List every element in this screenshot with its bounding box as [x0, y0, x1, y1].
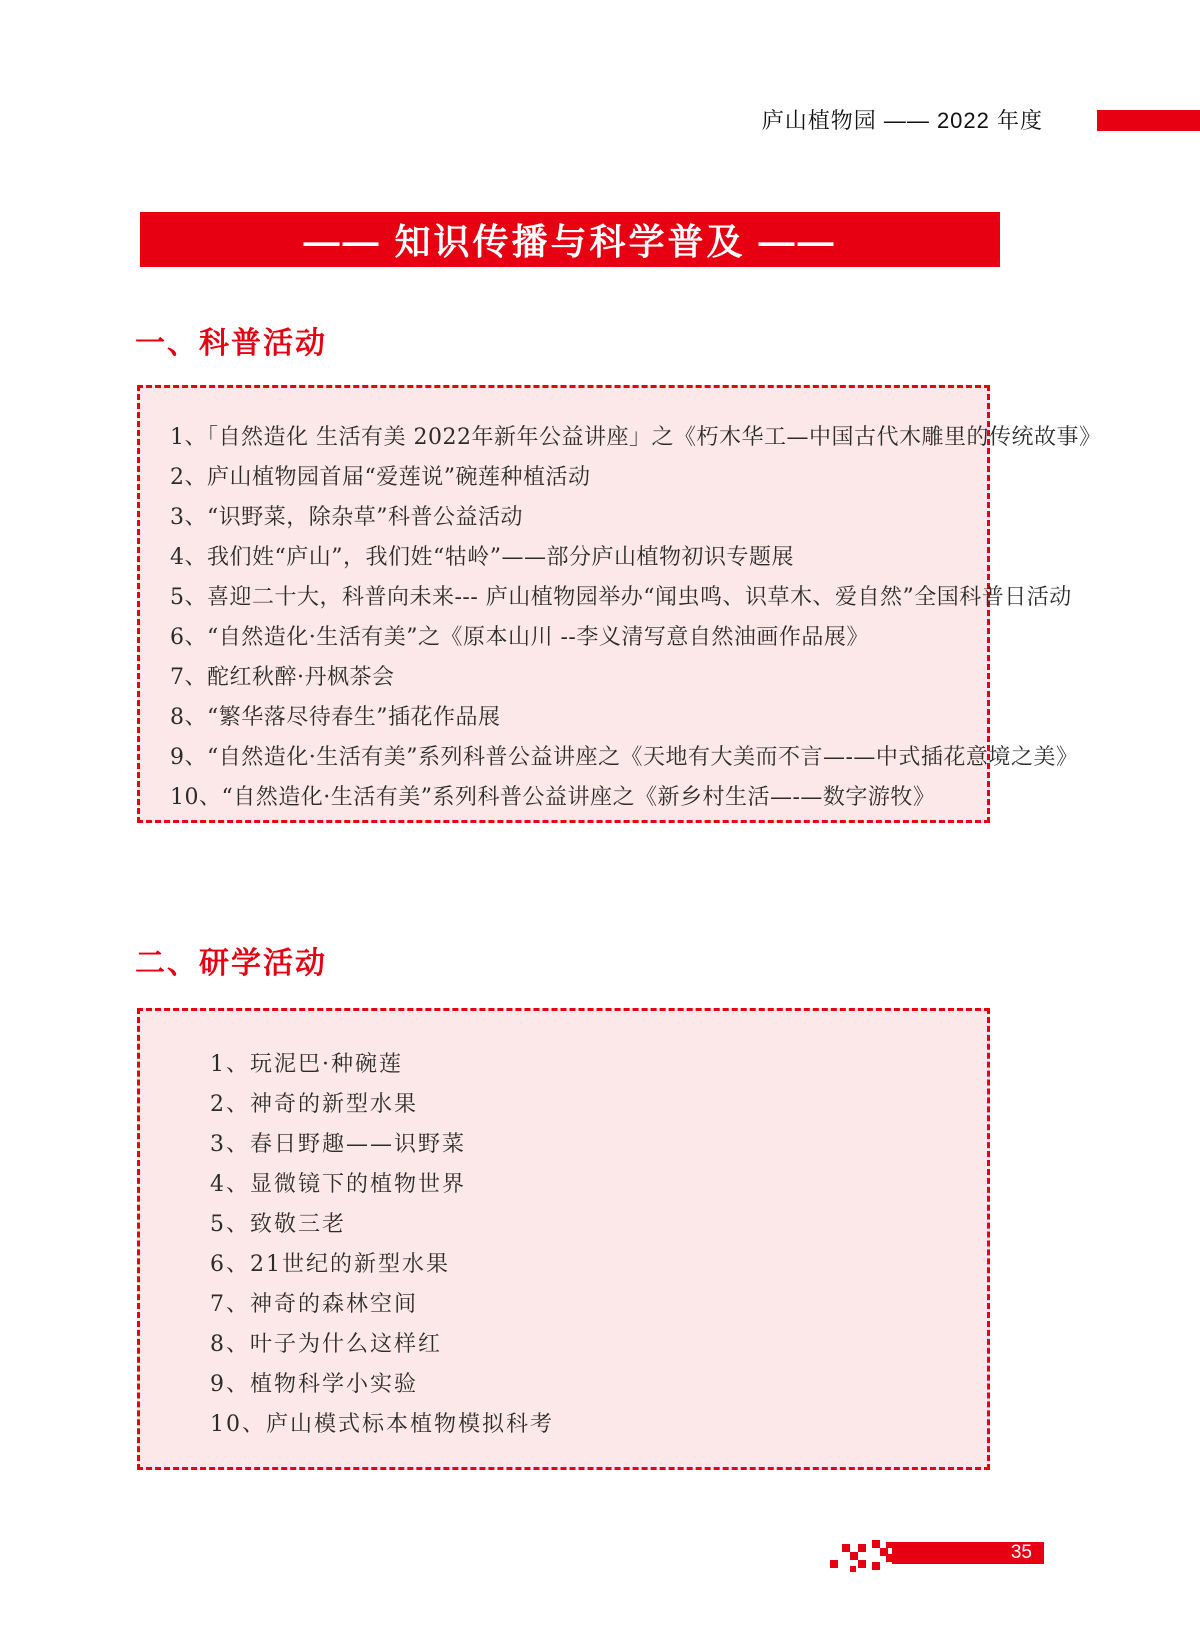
yanxue-activity-list — [210, 1045, 969, 1445]
page-number-bar — [892, 1542, 1044, 1564]
list-item: 7、神奇的森林空间 — [210, 1292, 418, 1317]
header-rule-bar — [1097, 110, 1200, 131]
section-heading-kepu: 一、科普活动 — [135, 327, 327, 360]
list-item: 3、春日野趣——识野菜 — [210, 1132, 466, 1157]
section-heading-yanxue: 二、研学活动 — [135, 947, 327, 980]
list-item: 10、庐山模式标本植物模拟科考 — [210, 1412, 554, 1437]
list-item: 7、酡红秋醉·丹枫茶会 — [170, 665, 395, 690]
list-item: 4、我们姓“庐山”，我们姓“牯岭”——部分庐山植物初识专题展 — [170, 545, 794, 570]
list-item: 6、21世纪的新型水果 — [210, 1252, 450, 1277]
yanxue-activity-box — [137, 1008, 990, 1470]
chapter-banner-title: —— 知识传播与科学普及 —— — [303, 221, 837, 262]
list-item: 5、喜迎二十大，科普向未来--- 庐山植物园举办“闻虫鸣、识草木、爱自然”全国科普日活动 — [170, 585, 1072, 610]
list-item: 8、“繁华落尽待春生”插花作品展 — [170, 705, 501, 730]
list-item: 10、“自然造化·生活有美”系列科普公益讲座之《新乡村生活—-—数字游牧》 — [170, 785, 936, 810]
page-number: 35 — [1010, 1542, 1032, 1563]
kepu-activity-list — [170, 418, 1102, 818]
list-item: 3、“识野菜，除杂草”科普公益活动 — [170, 505, 523, 530]
list-item: 5、致敬三老 — [210, 1212, 346, 1237]
list-item: 6、“自然造化·生活有美”之《原本山川 --李义清写意自然油画作品展》 — [170, 625, 869, 650]
chapter-banner — [140, 212, 1000, 267]
list-item: 1、玩泥巴·种碗莲 — [210, 1052, 403, 1077]
list-item: 8、叶子为什么这样红 — [210, 1332, 442, 1357]
list-item: 1、「自然造化 生活有美 2022年新年公益讲座」之《朽木华工—中国古代木雕里的传统故事》 — [170, 425, 1102, 450]
list-item: 4、显微镜下的植物世界 — [210, 1172, 466, 1197]
list-item: 2、庐山植物园首届“爱莲说”碗莲种植活动 — [170, 465, 591, 490]
page-header-title: 庐山植物园 —— 2022 年度 — [761, 108, 1043, 133]
list-item: 9、“自然造化·生活有美”系列科普公益讲座之《天地有大美而不言—-—中式插花意境之美》 — [170, 745, 1079, 770]
pixel-dissolve-decoration-icon — [828, 1540, 892, 1572]
list-item: 9、植物科学小实验 — [210, 1372, 418, 1397]
kepu-activity-box — [137, 385, 1102, 823]
list-item: 2、神奇的新型水果 — [210, 1092, 418, 1117]
